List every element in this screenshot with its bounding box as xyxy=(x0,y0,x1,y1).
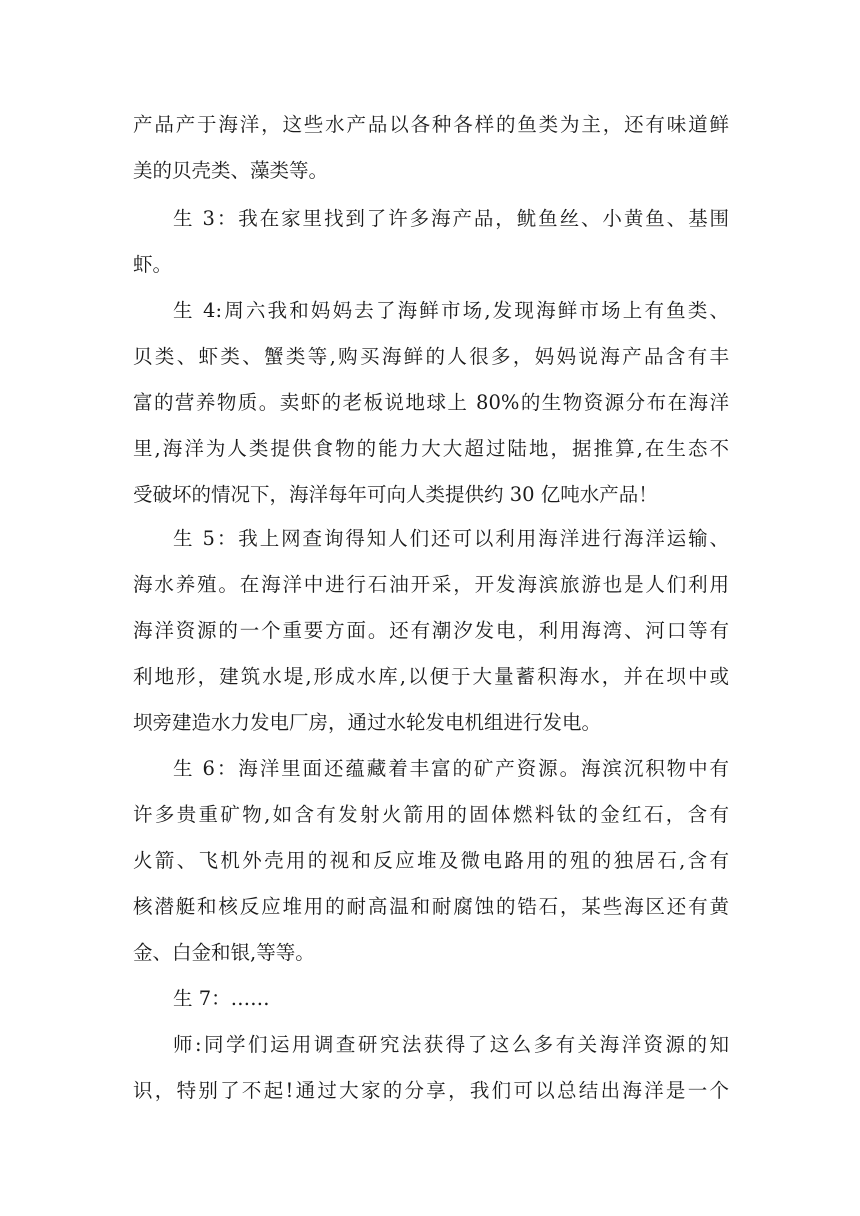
text-line: 坝旁建造水力发电厂房，通过水轮发电机组进行发电。 xyxy=(133,711,602,734)
text-line: 生 3：我在家里找到了许多海产品，鱿鱼丝、小黄鱼、基围 xyxy=(173,207,729,230)
text-line: 海水养殖。在海洋中进行石油开采，开发海滨旅游也是人们利用 xyxy=(133,573,729,596)
text-line: 生 5：我上网查询得知人们还可以利用海洋进行海洋运输、 xyxy=(173,527,729,550)
text-line: 富的营养物质。卖虾的老板说地球上 80%的生物资源分布在海洋 xyxy=(133,391,729,414)
text-line: 师:同学们运用调查研究法获得了这么多有关海洋资源的知 xyxy=(173,1033,729,1056)
text-line: 生 6：海洋里面还蕴藏着丰富的矿产资源。海滨沉积物中有 xyxy=(173,757,729,780)
text-line: 利地形，建筑水堤,形成水库,以便于大量蓄积海水，并在坝中或 xyxy=(133,665,729,688)
text-line: 核潜艇和核反应堆用的耐高温和耐腐蚀的锆石，某些海区还有黄 xyxy=(133,895,729,918)
text-line: 生 7：…… xyxy=(173,987,270,1010)
text-line: 虾。 xyxy=(133,253,173,276)
text-line: 许多贵重矿物,如含有发射火箭用的固体燃料钛的金红石，含有 xyxy=(133,803,729,826)
text-line: 金、白金和银,等等。 xyxy=(133,941,315,964)
text-line: 受破坏的情况下，海洋每年可向人类提供约 30 亿吨水产品！ xyxy=(133,483,658,506)
text-line: 贝类、虾类、蟹类等,购买海鲜的人很多，妈妈说海产品含有丰 xyxy=(133,345,729,368)
text-line: 里,海洋为人类提供食物的能力大大超过陆地，据推算,在生态不 xyxy=(133,437,729,460)
text-line: 产品产于海洋，这些水产品以各种各样的鱼类为主，还有味道鲜 xyxy=(133,113,729,136)
text-line: 美的贝壳类、藻类等。 xyxy=(133,159,329,182)
text-line: 火箭、飞机外壳用的视和反应堆及微电路用的殂的独居石,含有 xyxy=(133,849,729,872)
text-line: 识，特别了不起!通过大家的分享，我们可以总结出海洋是一个 xyxy=(133,1079,729,1102)
text-line: 海洋资源的一个重要方面。还有潮汐发电，利用海湾、河口等有 xyxy=(133,619,729,642)
text-line: 生 4:周六我和妈妈去了海鲜市场,发现海鲜市场上有鱼类、 xyxy=(173,299,729,322)
